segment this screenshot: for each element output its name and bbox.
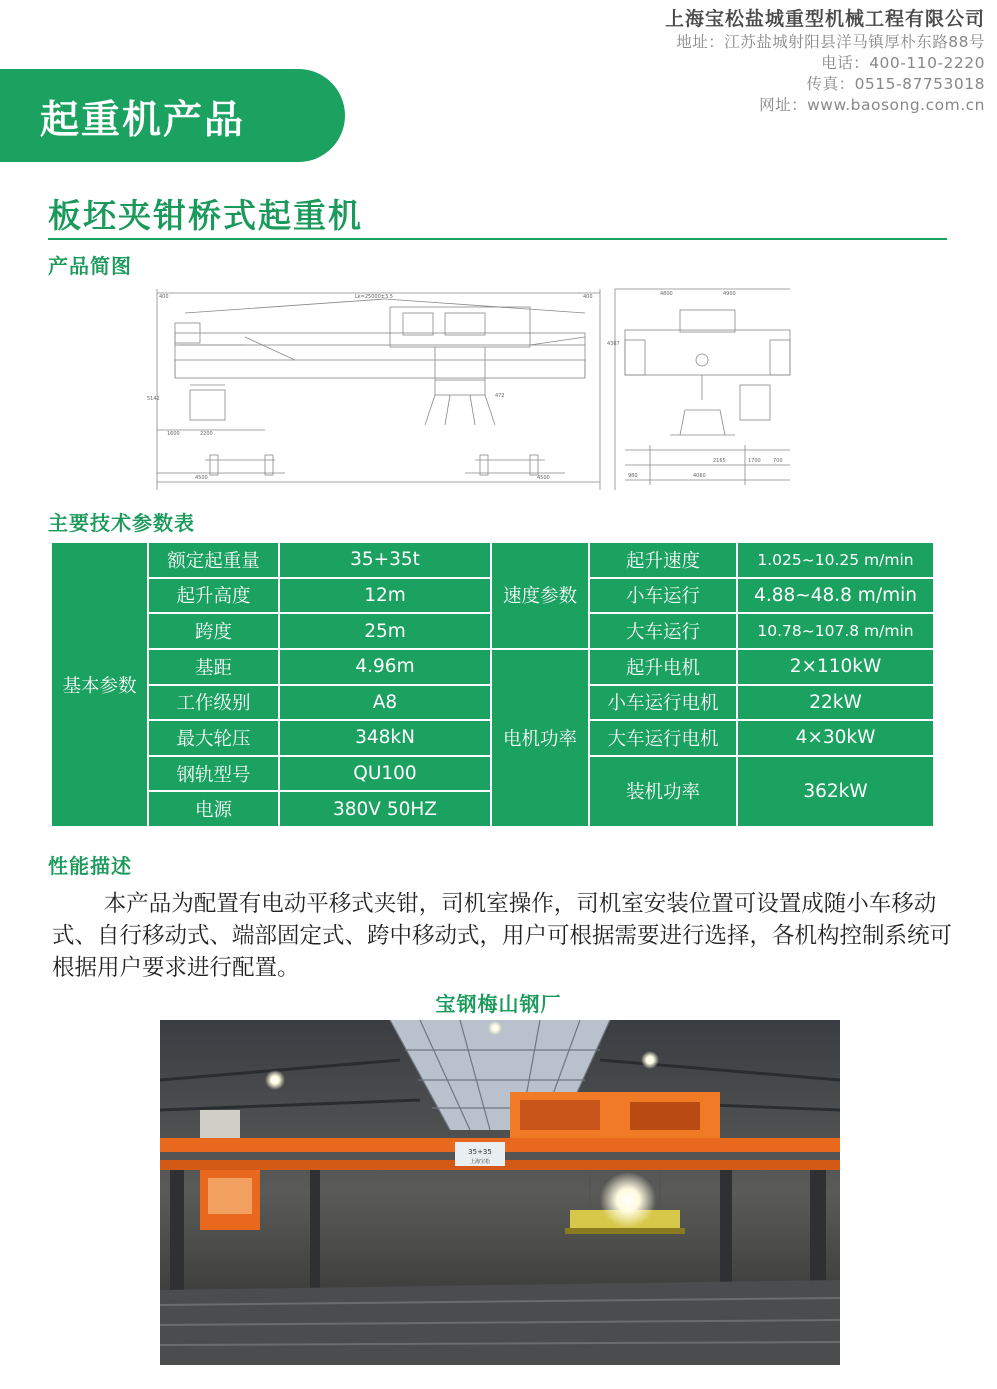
- spec-label: 大车运行电机: [589, 720, 737, 756]
- dim-label: Lk=25000±3.5: [355, 294, 393, 300]
- spec-group-speed: 速度参数: [491, 542, 589, 649]
- photo-caption: 宝钢梅山钢厂: [435, 992, 562, 1016]
- spec-value: 362kW: [737, 756, 934, 827]
- spec-value: 35+35t: [279, 542, 491, 578]
- spec-value: 380V 50HZ: [279, 791, 491, 827]
- spec-value: 1.025~10.25 m/min: [737, 542, 934, 578]
- performance-description: [52, 888, 957, 984]
- spec-label: 最大轮压: [148, 720, 279, 756]
- spec-label: 大车运行: [589, 613, 737, 649]
- spec-value: 25m: [279, 613, 491, 649]
- spec-value: A8: [279, 685, 491, 721]
- banner-title: 起重机产品: [40, 98, 246, 143]
- section-performance-heading: 性能描述: [48, 854, 132, 878]
- spec-label: 跨度: [148, 613, 279, 649]
- company-name: 上海宝松盐城重型机械工程有限公司: [664, 8, 985, 30]
- spec-value: 12m: [279, 578, 491, 614]
- spec-label: 工作级别: [148, 685, 279, 721]
- spec-label: 起升速度: [589, 542, 737, 578]
- dim-label: 4500: [195, 475, 208, 481]
- dim-label: 700: [773, 458, 783, 464]
- spec-value: 4.96m: [279, 649, 491, 685]
- spec-label: 小车运行: [589, 578, 737, 614]
- dim-label: 4060: [693, 473, 706, 479]
- crane-sign-brand: 上海宝松: [469, 1159, 491, 1165]
- product-title: 板坯夹钳桥式起重机: [48, 196, 363, 235]
- dim-label: 4500: [537, 475, 550, 481]
- company-info: [665, 6, 985, 116]
- dim-label: 4367: [607, 341, 620, 347]
- dim-label: 1700: [748, 458, 761, 464]
- dim-label: 472: [495, 393, 505, 399]
- spec-value: QU100: [279, 756, 491, 792]
- dim-label: 1600: [167, 431, 180, 437]
- spec-label: 电源: [148, 791, 279, 827]
- section-diagram-heading: 产品简图: [48, 254, 132, 278]
- title-divider: [48, 238, 947, 240]
- spec-label: 钢轨型号: [148, 756, 279, 792]
- dim-label: 2200: [200, 431, 213, 437]
- spec-label: 额定起重量: [148, 542, 279, 578]
- company-fax: 传真：0515-87753018: [806, 75, 985, 93]
- spec-label: 起升电机: [589, 649, 737, 685]
- spec-label: 起升高度: [148, 578, 279, 614]
- description-text: 本产品为配置有电动平移式夹钳，司机室操作，司机室安装位置可设置成随小车移动式、自行移动式、端部固定式、跨中移动式，用户可根据需要进行选择，各机构控制系统可根据用户要求进行配置。: [52, 891, 953, 981]
- spec-table: [50, 541, 935, 828]
- dim-label: 980: [628, 473, 638, 479]
- company-address: 地址：江苏盐城射阳县洋马镇厚朴东路88号: [676, 33, 985, 51]
- spec-value: 348kN: [279, 720, 491, 756]
- spec-value: 2×110kW: [737, 649, 934, 685]
- product-drawing: [145, 285, 800, 495]
- spec-label: 装机功率: [589, 756, 737, 827]
- dim-label: 4900: [723, 291, 736, 297]
- dim-label: 2165: [713, 458, 726, 464]
- dim-label: 400: [159, 294, 169, 300]
- spec-label: 小车运行电机: [589, 685, 737, 721]
- section-specs-heading: 主要技术参数表: [48, 511, 195, 535]
- dim-label: 4800: [660, 291, 673, 297]
- company-website: 网址：www.baosong.com.cn: [759, 96, 985, 114]
- crane-sign-rating: 35+35: [468, 1148, 492, 1156]
- category-banner: [0, 69, 345, 162]
- spec-value: 4×30kW: [737, 720, 934, 756]
- spec-label: 基距: [148, 649, 279, 685]
- company-phone: 电话：400-110-2220: [821, 54, 985, 72]
- dim-label: 5142: [147, 396, 160, 402]
- dim-label: 400: [583, 294, 593, 300]
- spec-value: 10.78~107.8 m/min: [737, 613, 934, 649]
- spec-group-power: 电机功率: [491, 649, 589, 827]
- factory-photo: [160, 1020, 840, 1365]
- spec-value: 22kW: [737, 685, 934, 721]
- spec-value: 4.88~48.8 m/min: [737, 578, 934, 614]
- spec-group-basic: 基本参数: [51, 542, 148, 827]
